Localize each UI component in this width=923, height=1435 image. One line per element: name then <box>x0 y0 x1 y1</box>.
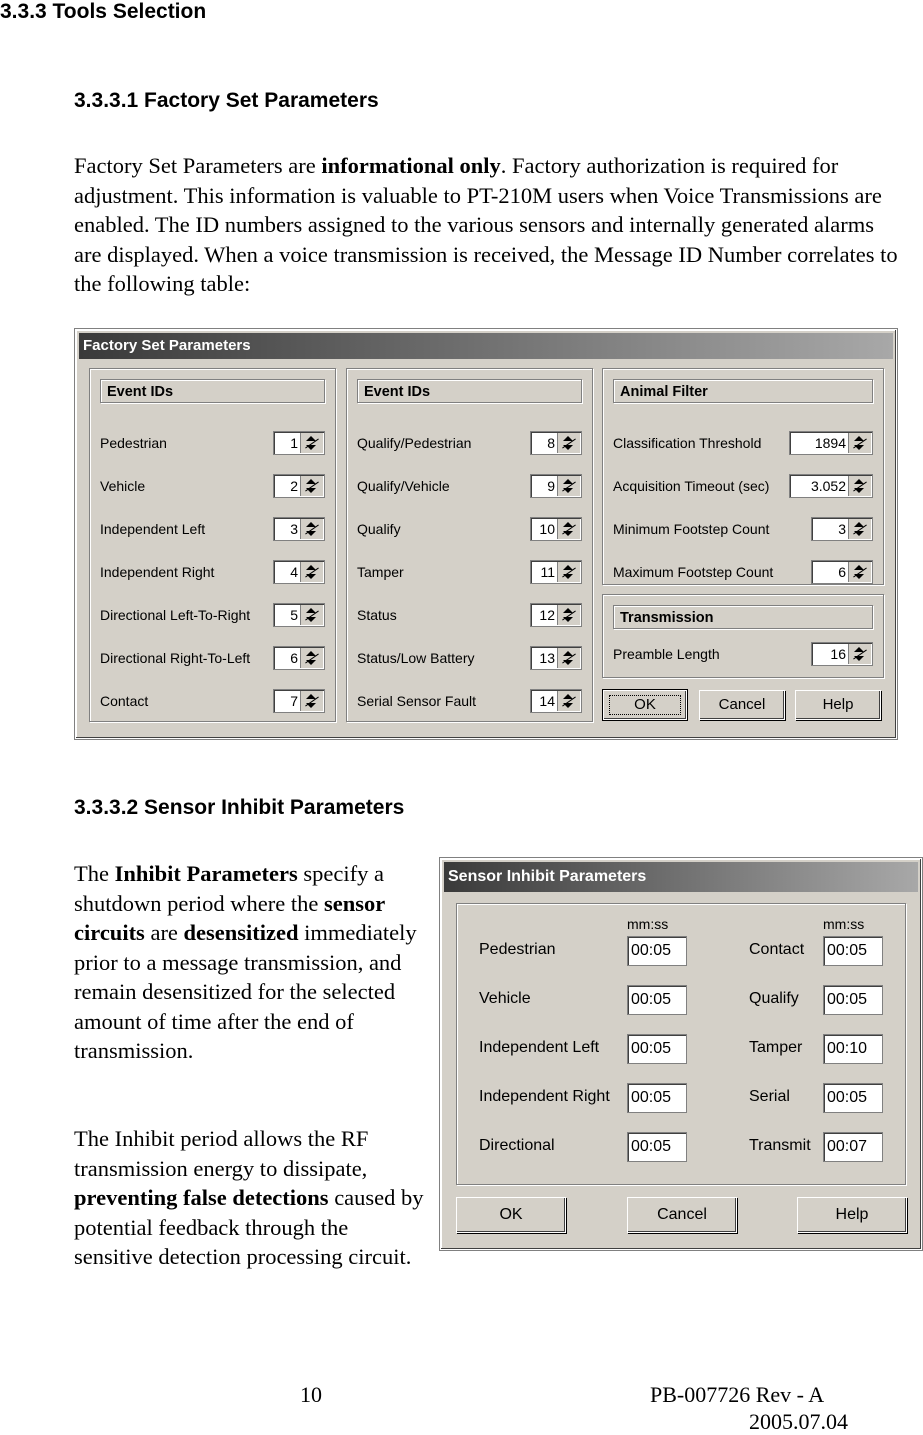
parameter-spinbox[interactable] <box>530 646 582 670</box>
parameter-spinbox[interactable] <box>273 517 325 541</box>
parameter-value: 5 <box>290 607 298 623</box>
spin-arrows-icon[interactable] <box>557 648 580 668</box>
inhibit-time-input[interactable]: 00:05 <box>627 936 687 966</box>
parameter-row <box>357 603 582 629</box>
ok-button[interactable] <box>603 690 687 720</box>
inhibit-time-input[interactable]: 00:07 <box>823 1132 883 1162</box>
bold-text: sensor circuits <box>74 890 385 945</box>
spin-arrows-icon[interactable] <box>848 519 871 539</box>
parameter-spinbox[interactable] <box>811 517 873 541</box>
parameter-row <box>613 431 873 457</box>
parameter-spinbox[interactable] <box>273 603 325 627</box>
parameter-row <box>357 689 582 715</box>
parameter-spinbox[interactable] <box>273 646 325 670</box>
parameter-value: 7 <box>290 693 298 709</box>
inhibit-time-input[interactable]: 00:05 <box>627 1132 687 1162</box>
parameter-value: 10 <box>539 521 555 537</box>
parameter-spinbox[interactable] <box>530 689 582 713</box>
spin-arrows-icon[interactable] <box>300 476 323 496</box>
parameter-spinbox[interactable] <box>273 431 325 455</box>
parameter-value: 11 <box>540 564 555 580</box>
spin-arrows-icon[interactable] <box>848 644 871 664</box>
help-button[interactable] <box>797 1197 907 1233</box>
text: immediately prior to a message transmission, and remain desensitized for the selected amount of time after the end of transmission. <box>74 920 417 1063</box>
parameter-spinbox[interactable] <box>811 560 873 584</box>
parameter-row <box>357 474 582 500</box>
parameter-value: 2 <box>290 478 298 494</box>
parameter-spinbox[interactable] <box>811 642 873 666</box>
parameter-spinbox[interactable] <box>273 560 325 584</box>
inhibit-label: Independent Right <box>479 1088 610 1105</box>
help-label: Help <box>835 1206 869 1223</box>
parameter-value: 8 <box>547 435 555 451</box>
page-number: 10 <box>300 1382 322 1407</box>
parameter-spinbox[interactable] <box>273 474 325 498</box>
inhibit-label: Transmit <box>749 1137 811 1154</box>
parameter-row <box>613 642 873 668</box>
parameter-spinbox[interactable] <box>530 431 582 455</box>
inhibit-label: Serial <box>749 1088 790 1105</box>
text: specify a shutdown period where the <box>74 861 384 916</box>
inhibit-label: Independent Left <box>479 1039 600 1056</box>
parameter-label: Independent Left <box>100 521 206 537</box>
event-ids-group-2 <box>346 368 593 722</box>
spin-arrows-icon[interactable] <box>300 691 323 711</box>
parameter-row <box>100 646 325 672</box>
inhibit-label: Tamper <box>749 1039 803 1056</box>
group-title: Transmission <box>613 605 873 629</box>
inhibit-time-input[interactable]: 00:05 <box>823 936 883 966</box>
parameter-label: Tamper <box>357 564 404 580</box>
parameter-spinbox[interactable] <box>530 603 582 627</box>
parameter-value: 13 <box>539 650 555 666</box>
parameter-row <box>357 517 582 543</box>
parameter-row <box>100 431 325 457</box>
inhibit-heading: 3.3.3.2 Sensor Inhibit Parameters <box>74 796 405 819</box>
text: The <box>74 861 115 886</box>
parameter-row <box>357 646 582 672</box>
parameter-label: Preamble Length <box>613 646 720 662</box>
inhibit-label: Directional <box>479 1137 555 1154</box>
inhibit-time-input[interactable]: 00:05 <box>627 1083 687 1113</box>
text: are <box>144 920 184 945</box>
parameter-label: Status <box>357 607 397 623</box>
parameter-label: Serial Sensor Fault <box>357 693 477 709</box>
parameter-label: Qualify/Vehicle <box>357 478 450 494</box>
inhibit-time-input[interactable]: 00:05 <box>823 1083 883 1113</box>
ok-label: OK <box>499 1206 523 1223</box>
parameter-value: 1 <box>290 435 298 451</box>
text: . Factory authorization is required for adjustment. This information is valuable to PT-210M users when Voice Transmissions are enabled. The ID numbers assigned to the various sensors and internally generated alarms are displayed. When a voice transmission is received, the Message ID Number correlates to the following table: <box>74 153 898 296</box>
spin-arrows-icon[interactable] <box>848 562 871 582</box>
parameter-label: Contact <box>100 693 149 709</box>
parameter-value: 6 <box>290 650 298 666</box>
parameter-label: Qualify <box>357 521 401 537</box>
parameter-label: Directional Right-To-Left <box>100 650 251 666</box>
spin-arrows-icon[interactable] <box>848 433 871 453</box>
inhibit-label: Contact <box>749 941 805 958</box>
parameter-spinbox[interactable] <box>789 431 873 455</box>
unit-label-left: mm:ss <box>627 916 669 932</box>
parameter-label: Directional Left-To-Right <box>100 607 251 623</box>
bold-text: Inhibit Parameters <box>114 861 298 886</box>
inhibit-label: Pedestrian <box>479 941 556 958</box>
bold-text: preventing false detections <box>74 1185 329 1210</box>
cancel-button[interactable] <box>699 690 785 720</box>
parameter-value: 3 <box>838 521 846 537</box>
focus-ring <box>609 695 681 715</box>
parameter-spinbox[interactable] <box>789 474 873 498</box>
inhibit-label: Qualify <box>749 990 799 1007</box>
parameter-value: 4 <box>290 564 298 580</box>
bold-text: desensitized <box>183 920 299 945</box>
parameter-row <box>100 474 325 500</box>
parameter-row <box>100 517 325 543</box>
animal-filter-group <box>602 368 884 585</box>
text: The Inhibit period allows the RF transmission energy to dissipate, <box>74 1126 369 1181</box>
factory-paragraph <box>74 151 904 299</box>
spin-arrows-icon[interactable] <box>557 691 580 711</box>
parameter-spinbox[interactable] <box>273 689 325 713</box>
parameter-value: 6 <box>838 564 846 580</box>
parameter-value: 3 <box>290 521 298 537</box>
spin-arrows-icon[interactable] <box>300 648 323 668</box>
parameter-row <box>100 689 325 715</box>
parameter-spinbox[interactable] <box>530 517 582 541</box>
inhibit-paragraph-1 <box>74 859 429 1066</box>
ok-button[interactable] <box>456 1197 566 1233</box>
parameter-value: 16 <box>830 646 846 662</box>
parameter-row <box>100 603 325 629</box>
parameter-label: Qualify/Pedestrian <box>357 435 472 451</box>
parameter-value: 3.052 <box>810 478 846 494</box>
spin-arrows-icon[interactable] <box>557 605 580 625</box>
transmission-group <box>602 594 884 678</box>
help-label: Help <box>822 696 854 713</box>
parameter-value: 1894 <box>814 435 846 451</box>
parameter-label: Pedestrian <box>100 435 167 451</box>
parameter-row <box>357 431 582 457</box>
cancel-button[interactable] <box>627 1197 737 1233</box>
parameter-label: Vehicle <box>100 478 146 494</box>
unit-label-right: mm:ss <box>823 916 865 932</box>
factory-heading: 3.3.3.1 Factory Set Parameters <box>74 89 379 112</box>
spin-arrows-icon[interactable] <box>300 562 323 582</box>
parameter-row <box>613 474 873 500</box>
spin-arrows-icon[interactable] <box>557 562 580 582</box>
ok-label: OK <box>634 696 656 713</box>
spin-arrows-icon[interactable] <box>300 519 323 539</box>
parameter-value: 12 <box>539 607 555 623</box>
spin-arrows-icon[interactable] <box>557 476 580 496</box>
parameter-label: Minimum Footstep Count <box>613 521 770 537</box>
parameter-row <box>613 560 873 586</box>
bold-text: informational only <box>321 153 501 178</box>
group-title: Animal Filter <box>613 379 873 403</box>
inhibit-time-input[interactable]: 00:05 <box>627 985 687 1015</box>
parameter-label: Independent Right <box>100 564 215 580</box>
inhibit-paragraph-2 <box>74 1124 429 1272</box>
text: caused by potential feedback through the sensitive detection processing circuit. <box>74 1185 424 1269</box>
parameter-label: Acquisition Timeout (sec) <box>613 478 770 494</box>
document-date: 2005.07.04 <box>749 1409 848 1434</box>
dialog-title: Sensor Inhibit Parameters <box>444 862 918 892</box>
help-button[interactable] <box>795 690 881 720</box>
parameter-spinbox[interactable] <box>530 474 582 498</box>
parameter-label: Classification Threshold <box>613 435 762 451</box>
group-title: Event IDs <box>100 379 325 403</box>
parameter-row <box>357 560 582 586</box>
cancel-label: Cancel <box>657 1206 707 1223</box>
factory-dialog <box>75 329 897 739</box>
parameter-row <box>100 560 325 586</box>
document-number: PB-007726 Rev - A <box>650 1382 825 1407</box>
inhibit-dialog <box>440 858 922 1250</box>
inhibit-time-input[interactable]: 00:10 <box>823 1034 883 1064</box>
cancel-label: Cancel <box>718 696 766 713</box>
spin-arrows-icon[interactable] <box>848 476 871 496</box>
inhibit-time-input[interactable]: 00:05 <box>823 985 883 1015</box>
spin-arrows-icon[interactable] <box>300 605 323 625</box>
inhibit-fields-group <box>456 903 906 1185</box>
parameter-label: Maximum Footstep Count <box>613 564 774 580</box>
section-heading: 3.3.3 Tools Selection <box>0 0 207 23</box>
parameter-spinbox[interactable] <box>530 560 582 584</box>
inhibit-time-input[interactable]: 00:05 <box>627 1034 687 1064</box>
inhibit-label: Vehicle <box>479 990 531 1007</box>
event-ids-group-1 <box>89 368 336 722</box>
spin-arrows-icon[interactable] <box>557 433 580 453</box>
parameter-label: Status/Low Battery <box>357 650 475 666</box>
parameter-value: 9 <box>547 478 555 494</box>
parameter-value: 14 <box>539 693 555 709</box>
parameter-row <box>613 517 873 543</box>
dialog-title: Factory Set Parameters <box>79 333 893 359</box>
group-title: Event IDs <box>357 379 582 403</box>
spin-arrows-icon[interactable] <box>300 433 323 453</box>
text: Factory Set Parameters are <box>74 153 322 178</box>
spin-arrows-icon[interactable] <box>557 519 580 539</box>
